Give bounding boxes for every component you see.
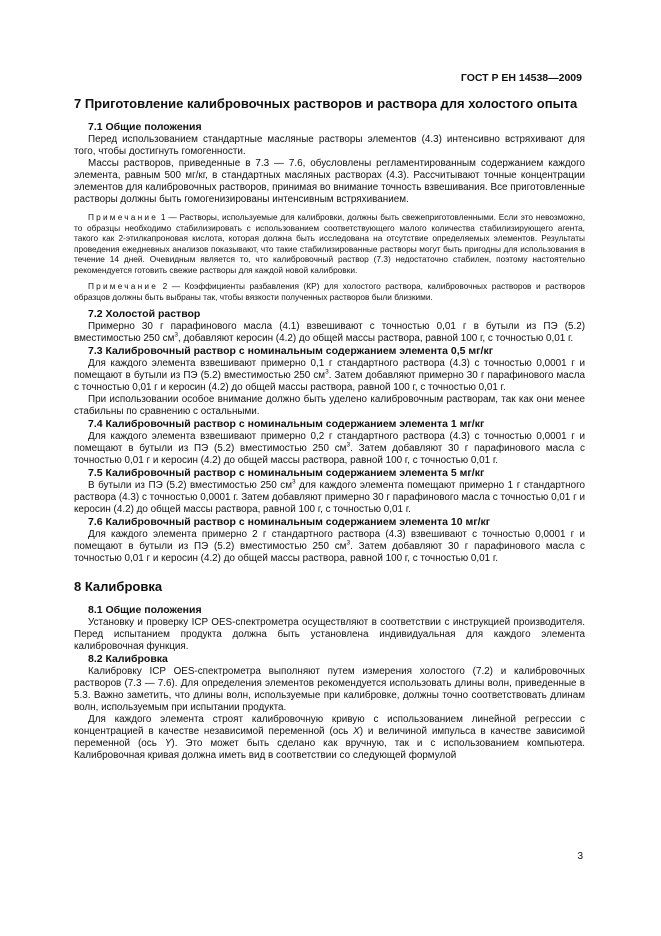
note-label: Примечание [88, 281, 159, 291]
subsection-7-6-heading: 7.6 Калибровочный раствор с номинальным содержанием элемента 10 мг/кг [88, 516, 491, 528]
standard-designation: ГОСТ Р ЕН 14538—2009 [460, 72, 582, 84]
note-label: Примечание [88, 212, 159, 222]
paragraph: Калибровку ICP OES-спектрометра выполняют путем измерения холостого (7.2) и калибровочных растворов (7.3 — 7.6). Для определения элементов рекомендуется использовать длины волн, приведенные в 5.3. Важно заметить, что длины волн, используемые при калибровке, должны точно соответствовать длинам волн, используемым при испытании продукта. [74, 666, 585, 713]
paragraph: Установку и проверку ICP OES-спектрометра осуществляют в соответствии с инструкцией производителя. Перед испытанием продукта должна быть установлена индивидуальная для каждого элемента калибровочная функция. [74, 617, 585, 652]
paragraph: Примерно 30 г парафинового масла (4.1) взвешивают с точностью 0,01 г в бутыли из ПЭ (5.2) вместимостью 250 $см^3$, добавляют керосин (4.2) до общей массы раствора, равной 100 г, с точностью 0,01 г. [74, 321, 585, 344]
paragraph: Для каждого элемента примерно 2 г стандартного раствора (4.3) взвешивают с точностью 0,0001 г и помещают в бутыли из ПЭ (5.2) вместимостью 250 $см^3$. Затем добавляют 30 г парафинового масла с точностью 0,01 г и керосин (4.2) до общей массы раствора, равной 100 г, с точностью 0,01 г. [74, 529, 585, 564]
paragraph: Для каждого элемента взвешивают примерно 0,2 г стандартного раствора (4.3) с точностью 0,0001 г и помещают в бутыли из ПЭ (5.2) вместимостью 250 $см^3$. Затем добавляют 30 г парафинового масла с точностью 0,01 г и керосин (4.2) до общей массы раствора, равной 100 г, с точностью 0,01 г. [74, 431, 585, 466]
subsection-7-5-heading: 7.5 Калибровочный раствор с номинальным содержанием элемента 5 мг/кг [88, 467, 485, 479]
page-number: 3 [577, 851, 583, 862]
page-content [74, 96, 585, 762]
note-text: 1 — Растворы, используемые для калибровки, должны быть свежеприготовленными. Если это невозможно, то образцы необходимо стабилизировать с использованием соответствующего малого количества стабилизирующего агента, такого как 2-этилкапроновая кислота, которая должна быть исследована на отсутствие определяемых элементов. Результаты проведения ежедневных анализов показывают, что такие стабилизированные растворы могут быть пригодны для использования в течение 14 дней. Очевидным является то, что калибровочный раствор (7.3) недостаточно стабилен, поэтому настоятельно рекомендуется готовить свежие растворы для каждой новой калибровки. [74, 212, 586, 275]
subsection-7-2-heading: 7.2 Холостой раствор [88, 308, 201, 320]
paragraph: Для каждого элемента строят калибровочную кривую с использованием линейной регрессии с концентрацией в качестве независимой переменной (ось X) и величиной импульса в качестве зависимой переменной (ось Y). Это может быть сделано как вручную, так и с использованием компьютера. Калибровочная кривая должна иметь вид в соответствии со следующей формулой [74, 714, 586, 761]
subsection-7-1-heading: 7.1 Общие положения [88, 121, 202, 133]
paragraph: Перед использованием стандартные масляные растворы элементов (4.3) интенсивно встряхивают для того, чтобы достигнуть гомогенности. [74, 134, 585, 157]
subsection-7-4-heading: 7.4 Калибровочный раствор с номинальным содержанием элемента 1 мг/кг [88, 418, 485, 430]
paragraph: В бутыли из ПЭ (5.2) вместимостью 250 $см^3$ для каждого элемента помещают примерно 1 г стандартного раствора (4.3) с точностью 0,0001 г. Затем добавляют примерно 30 г парафинового масла с точностью 0,01 г и керосин (4.2) до общей массы раствора, равной 100 г, с точностью 0,01 г. [74, 478, 585, 515]
subsection-8-2-heading: 8.2 Калибровка [88, 653, 168, 665]
paragraph: При использовании особое внимание должно быть уделено калибровочным растворам, так как они менее стабильны по сравнению с остальными. [74, 394, 585, 417]
note-text: 2 — Коэффициенты разбавления (КР) для холостого раствора, калибровочных растворов и растворов образцов должны быть выбраны так, чтобы вязкости полученных растворов были близкими. [74, 281, 585, 302]
subsection-8-1-heading: 8.1 Общие положения [88, 604, 202, 616]
paragraph: Для каждого элемента взвешивают примерно 0,1 г стандартного раствора (4.3) с точностью 0,0001 г и помещают в бутыли из ПЭ (5.2) вместимостью 250 $см^3$. Затем добавляют примерно 30 г парафинового масла с точностью 0,01 г и керосин (4.2) до общей массы раствора, равной 100 г, с точностью 0,01 г. [74, 358, 585, 393]
section-7-heading: 7 Приготовление калибровочных растворов и раствора для холостого опыта [74, 96, 578, 111]
note-1 [74, 212, 585, 275]
subsection-7-3-heading: 7.3 Калибровочный раствор с номинальным содержанием элемента 0,5 мг/кг [88, 345, 494, 357]
section-8-heading: 8 Калибровка [74, 579, 163, 594]
paragraph: Массы растворов, приведенные в 7.3 — 7.6, обусловлены регламентированным содержанием каждого элемента, равным 500 мг/кг, в стандартных масляных растворах (4.3). Рассчитывают точные концентрации элементов для калибровочных растворов, принимая во внимание точность взвешивания. Все приготовленные растворы должны быть гомогенизированы интенсивным встряхиванием. [74, 158, 585, 205]
note-2 [74, 281, 585, 302]
